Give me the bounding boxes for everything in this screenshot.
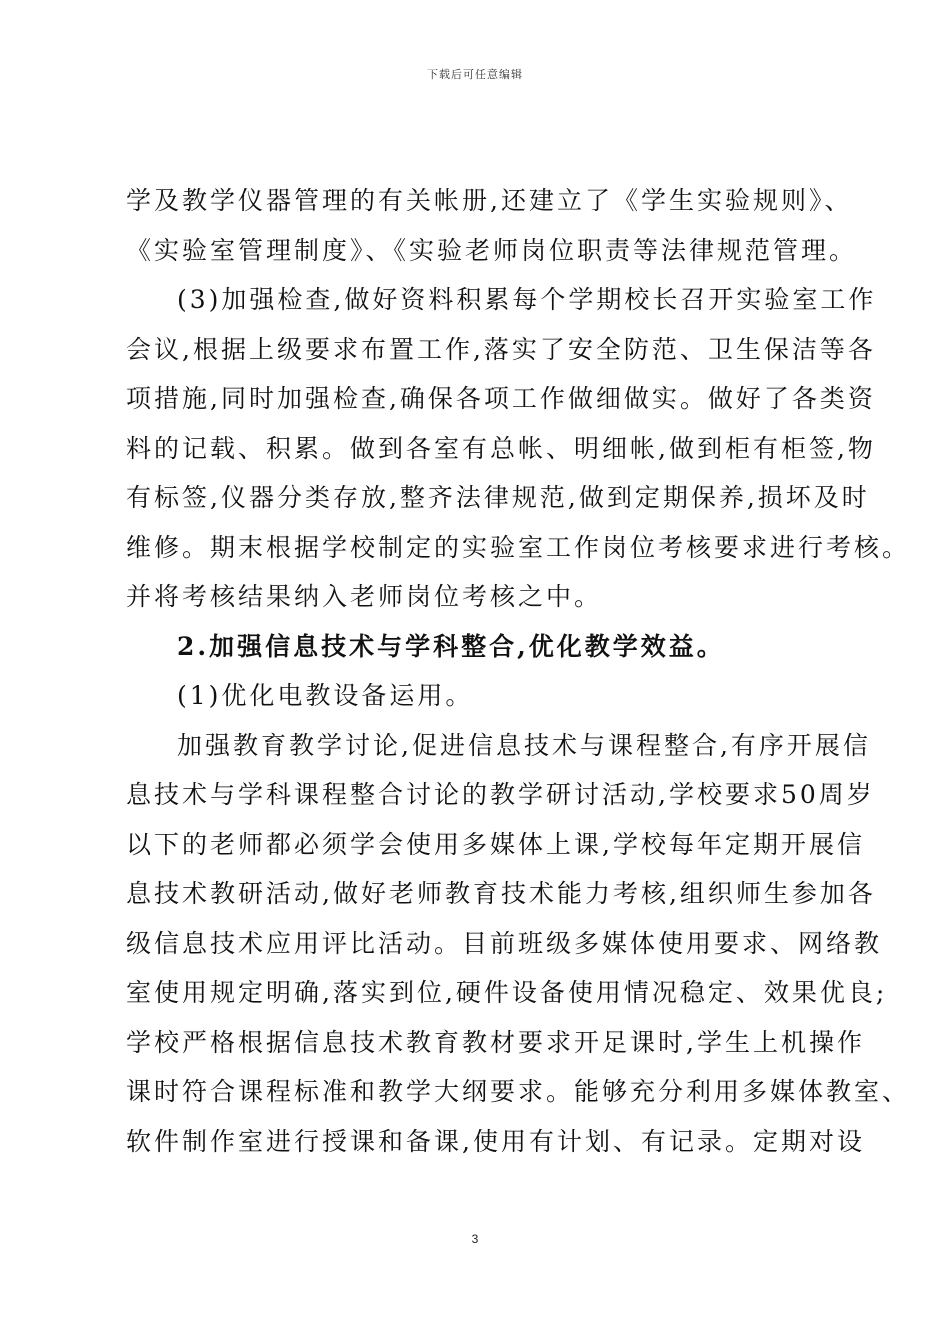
text-line: 息技术教研活动,做好老师教育技术能力考核,组织师生参加各 <box>126 879 876 908</box>
section-heading: 2.加强信息技术与学科整合,优化教学效益。 <box>177 631 725 661</box>
text-line: 级信息技术应用评比活动。目前班级多媒体使用要求、网络教 <box>126 928 883 958</box>
text-line: (3)加强检查,做好资料积累每个学期校长召开实验室工作 <box>177 285 877 314</box>
text-line: 软件制作室进行授课和备课,使用有计划、有记录。定期对设 <box>126 1126 865 1156</box>
text-line: 课时符合课程标准和教学大纲要求。能够充分利用多媒体教室、 <box>126 1077 911 1106</box>
text-line: 并将考核结果纳入老师岗位考核之中。 <box>126 582 603 611</box>
text-line: 项措施,同时加强检查,确保各项工作做细做实。做好了各类资 <box>126 384 876 413</box>
text-line: 加强教育教学讨论,促进信息技术与课程整合,有序开展信 <box>177 730 871 760</box>
text-line: 以下的老师都必须学会使用多媒体上课,学校每年定期开展信 <box>126 829 865 859</box>
text-line: 料的记载、积累。做到各室有总帐、明细帐,做到柜有柜签,物 <box>126 433 876 463</box>
text-line: 《实验室管理制度》、《实验老师岗位职责等法律规范管理。 <box>126 235 858 265</box>
page-number: 3 <box>471 1232 479 1246</box>
text-line: 学及教学仪器管理的有关帐册,还建立了《学生实验规则》、 <box>126 186 853 215</box>
text-line: 有标签,仪器分类存放,整齐法律规范,做到定期保养,损坏及时 <box>126 483 870 512</box>
subsection-heading: (1)优化电教设备运用。 <box>177 681 474 710</box>
text-line: 维修。期末根据学校制定的实验室工作岗位考核要求进行考核。 <box>126 532 911 562</box>
text-line: 会议,根据上级要求布置工作,落实了安全防范、卫生保洁等各 <box>126 334 876 364</box>
text-line: 室使用规定明确,落实到位,硬件设备使用情况稳定、效果优良; <box>126 978 888 1007</box>
page-header: 下载后可任意编辑 <box>427 68 523 81</box>
text-line: 学校严格根据信息技术教育教材要求开足课时,学生上机操作 <box>126 1027 865 1057</box>
text-line: 息技术与学科课程整合讨论的教学研讨活动,学校要求50周岁 <box>126 780 875 809</box>
document-body <box>126 176 911 1166</box>
